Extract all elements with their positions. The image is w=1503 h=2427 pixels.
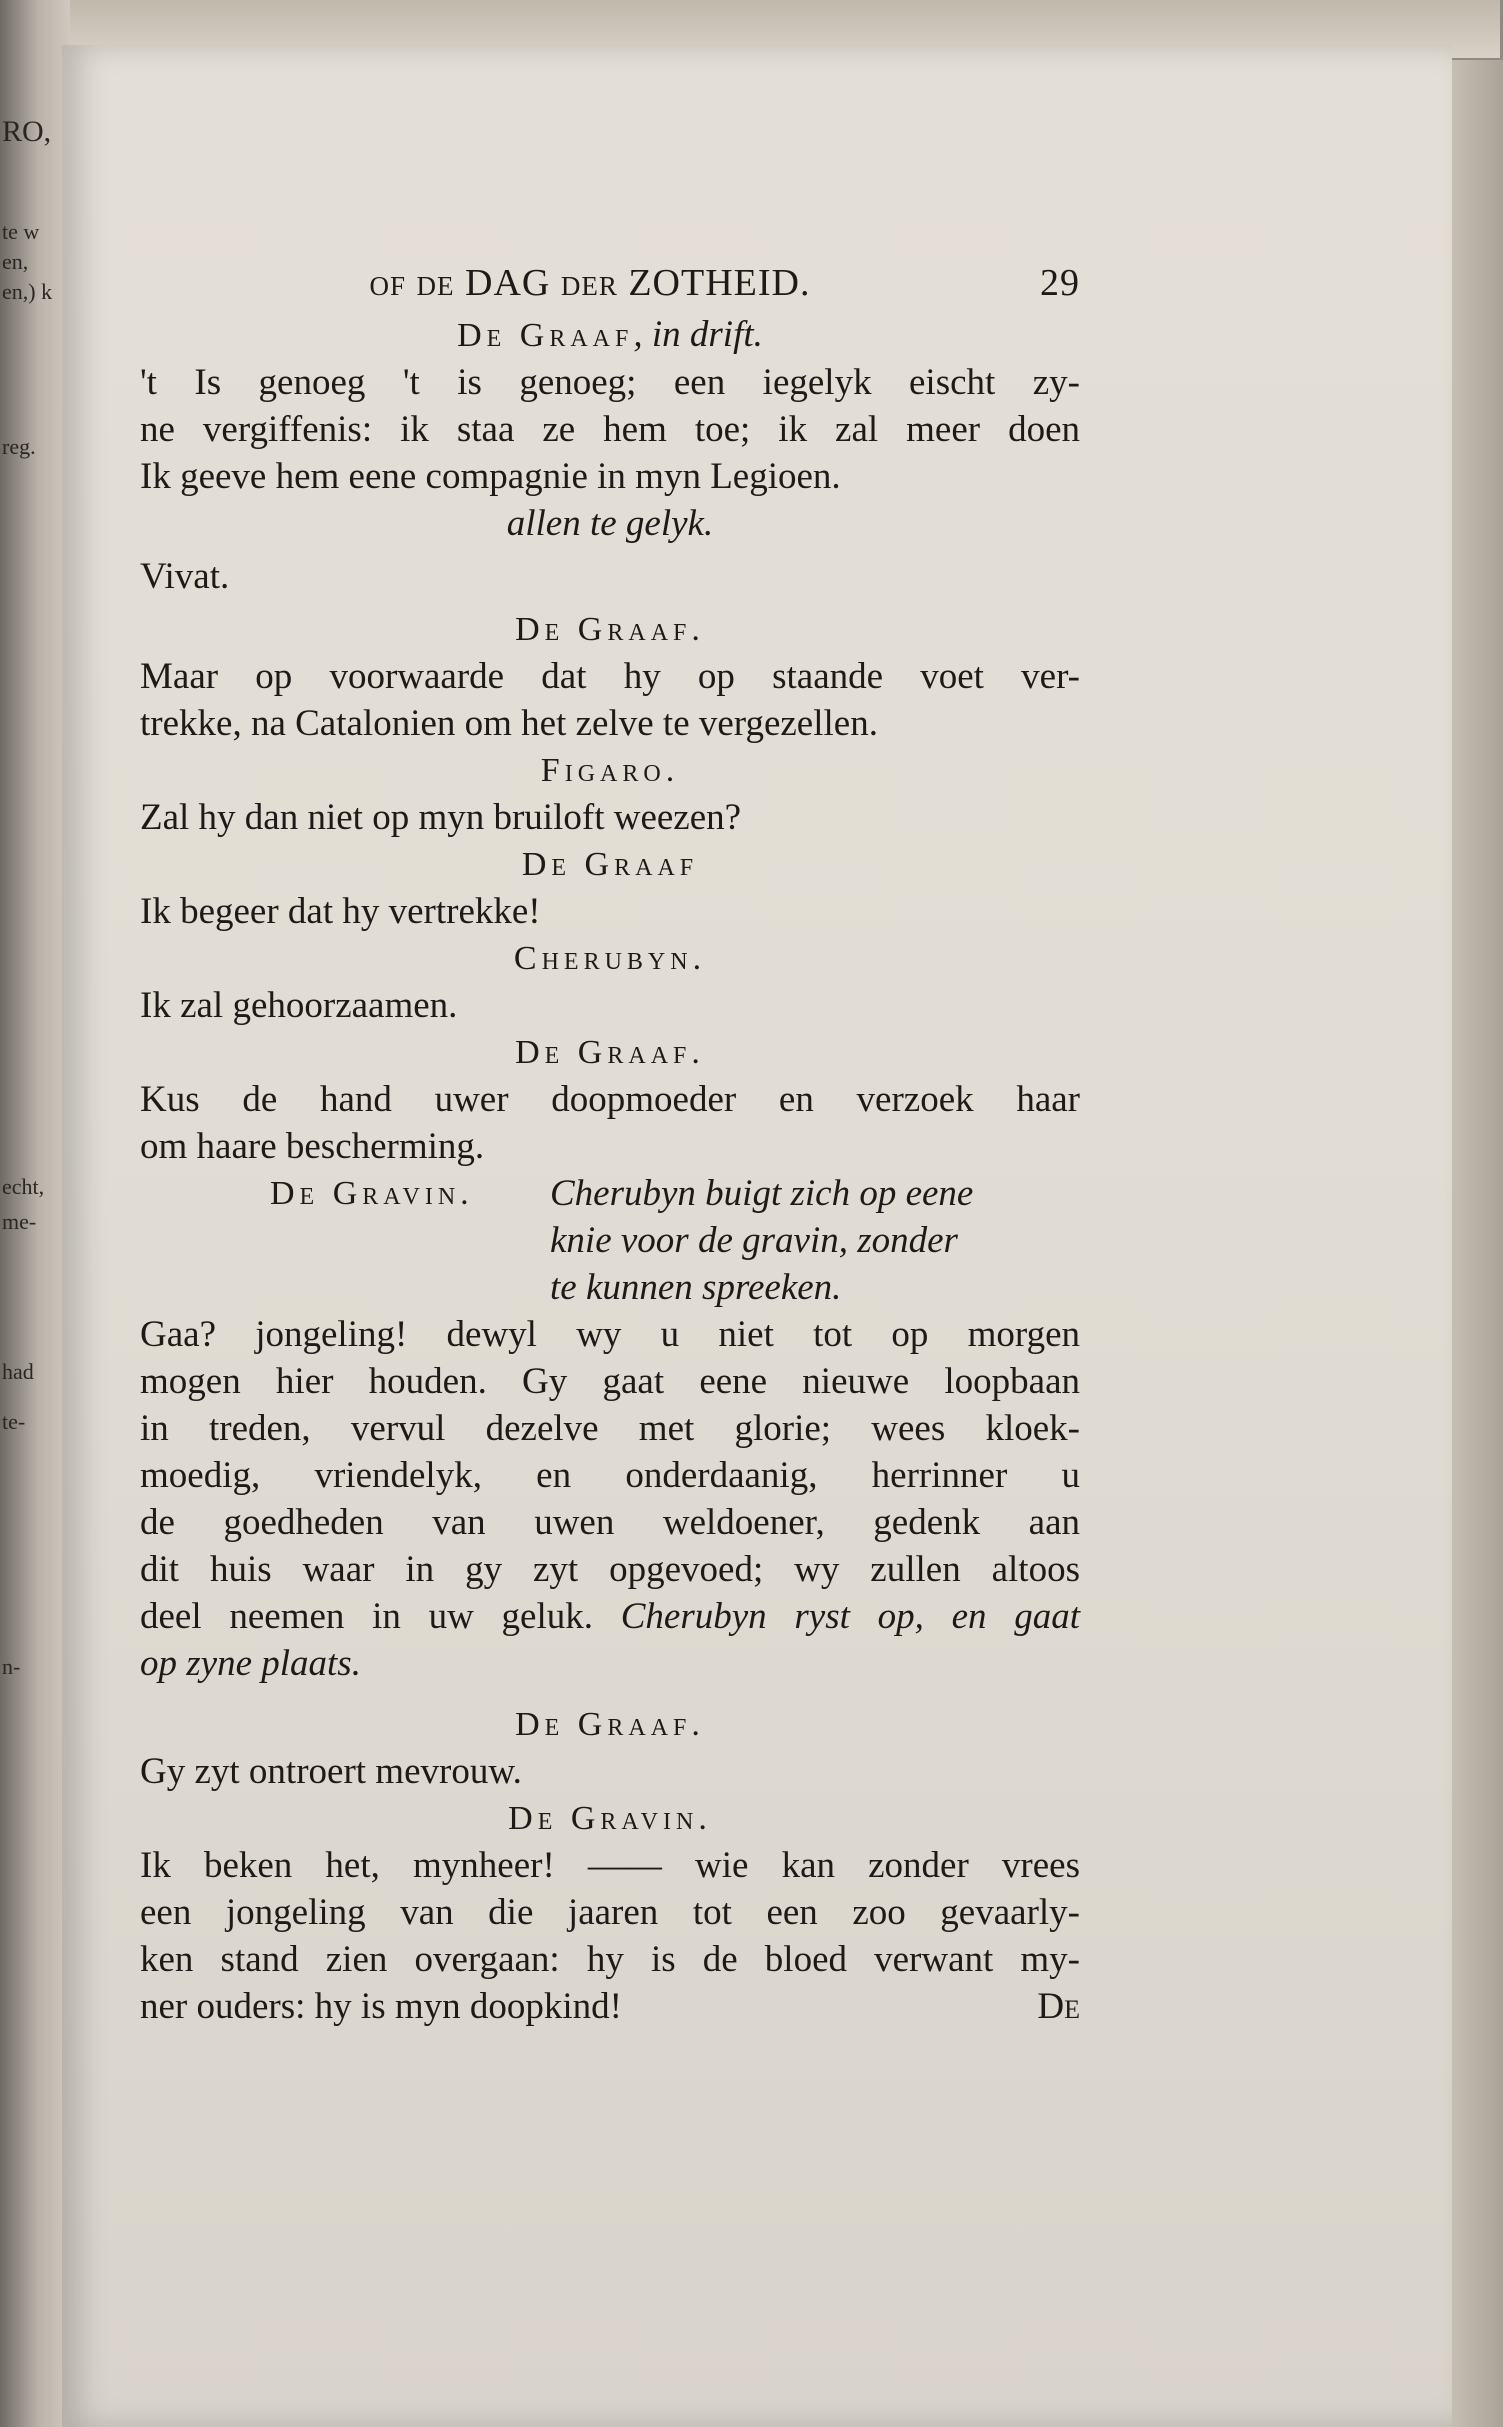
text-line: Kus de hand uwer doopmoeder en verzoek haar [140,1079,1080,1120]
text-line: Zal hy dan niet op myn bruiloft weezen? [140,797,742,838]
text-line: om haare bescherming. [140,1126,485,1167]
stage-direction: Cherubyn buigt zich op eene [550,1173,974,1214]
stage-direction-block [550,1170,973,1311]
text-line: in treden, vervul dezelve met glorie; wees kloek- [140,1408,1080,1449]
margin-fragment: reg. [2,434,36,459]
text-line: 't Is genoeg 't is genoeg; een iegelyk eischt zy- [140,362,1080,403]
speaker-name: De Graaf [457,317,634,354]
text-line: Gy zyt ontroert mevrouw. [140,1751,522,1792]
margin-fragment: had [2,1359,34,1384]
catchword: De [1037,1986,1080,2027]
margin-fragment: echt, [2,1174,45,1199]
speaker-with-direction [140,1170,1080,1311]
running-header [140,260,1080,307]
margin-fragment: n- [2,1654,21,1679]
stage-direction: , in drift. [633,314,763,355]
stage-direction: op zyne plaats. [140,1643,361,1684]
text-line: Ik beken het, mynheer! —— wie kan zonder vrees [140,1845,1080,1886]
text-line: Ik zal gehoorzaamen. [140,985,458,1026]
speaker-heading [140,311,1080,359]
last-line-row [140,1983,1080,2030]
speaker-heading: De Graaf. [515,611,705,648]
text-line: Ik begeer dat hy vertrekke! [140,891,541,932]
margin-fragment: te w [2,219,40,244]
text-line: de goedheden van uwen weldoener, gedenk aan [140,1502,1080,1543]
page-text [140,260,1080,2030]
margin-fragment: en,) k [2,279,53,304]
running-title: of de DAG der ZOTHEID. [369,262,811,304]
speaker-heading: De Graaf. [515,1706,705,1743]
text-line: ne vergiffenis: ik staa ze hem toe; ik zal meer doen [140,409,1080,450]
text-line: mogen hier houden. Gy gaat eene nieuwe loopbaan [140,1361,1080,1402]
speaker-heading: De Gravin. [508,1800,712,1837]
margin-fragment: me- [2,1209,37,1234]
text-line: Vivat. [140,556,230,597]
margin-fragment: te- [2,1409,26,1434]
stage-direction: te kunnen spreeken. [550,1267,842,1308]
text-line: Ik geeve hem eene compagnie in myn Legioen. [140,456,841,497]
speaker-name: De Gravin. [270,1175,474,1212]
page-number: 29 [1040,262,1080,304]
stage-direction: Cherubyn ryst op, en gaat [620,1596,1081,1637]
text-line: ken stand zien overgaan: hy is de bloed verwant my- [140,1939,1080,1980]
speaker-heading: De Graaf. [515,1034,705,1071]
margin-fragment: RO, [2,115,52,148]
stage-direction: knie voor de gravin, zonder [550,1220,958,1261]
text-line: ner ouders: hy is myn doopkind! [140,1986,622,2027]
facing-page-edge [0,0,70,2427]
text-line: Maar op voorwaarde dat hy op staande voet ver- [140,656,1080,697]
text-fragment: deel neemen in uw geluk. [140,1596,594,1637]
text-line: een jongeling van die jaaren tot een zoo gevaarly- [140,1892,1080,1933]
book-right-edge [1443,60,1503,2427]
text-line: trekke, na Catalonien om het zelve te vergezellen. [140,703,878,744]
stage-direction: allen te gelyk. [506,503,714,544]
text-line: dit huis waar in gy zyt opgevoed; wy zullen altoos [140,1549,1080,1590]
text-line: Gaa? jongeling! dewyl wy u niet tot op morgen [140,1314,1080,1355]
speaker-heading: Cherubyn. [513,940,707,977]
text-line [140,1593,1080,1640]
speaker-heading: De Graaf [521,846,699,883]
speaker-heading: Figaro. [540,752,680,789]
text-line: moedig, vriendelyk, en onderdaanig, herrinner u [140,1455,1080,1496]
margin-fragment: en, [2,249,29,274]
